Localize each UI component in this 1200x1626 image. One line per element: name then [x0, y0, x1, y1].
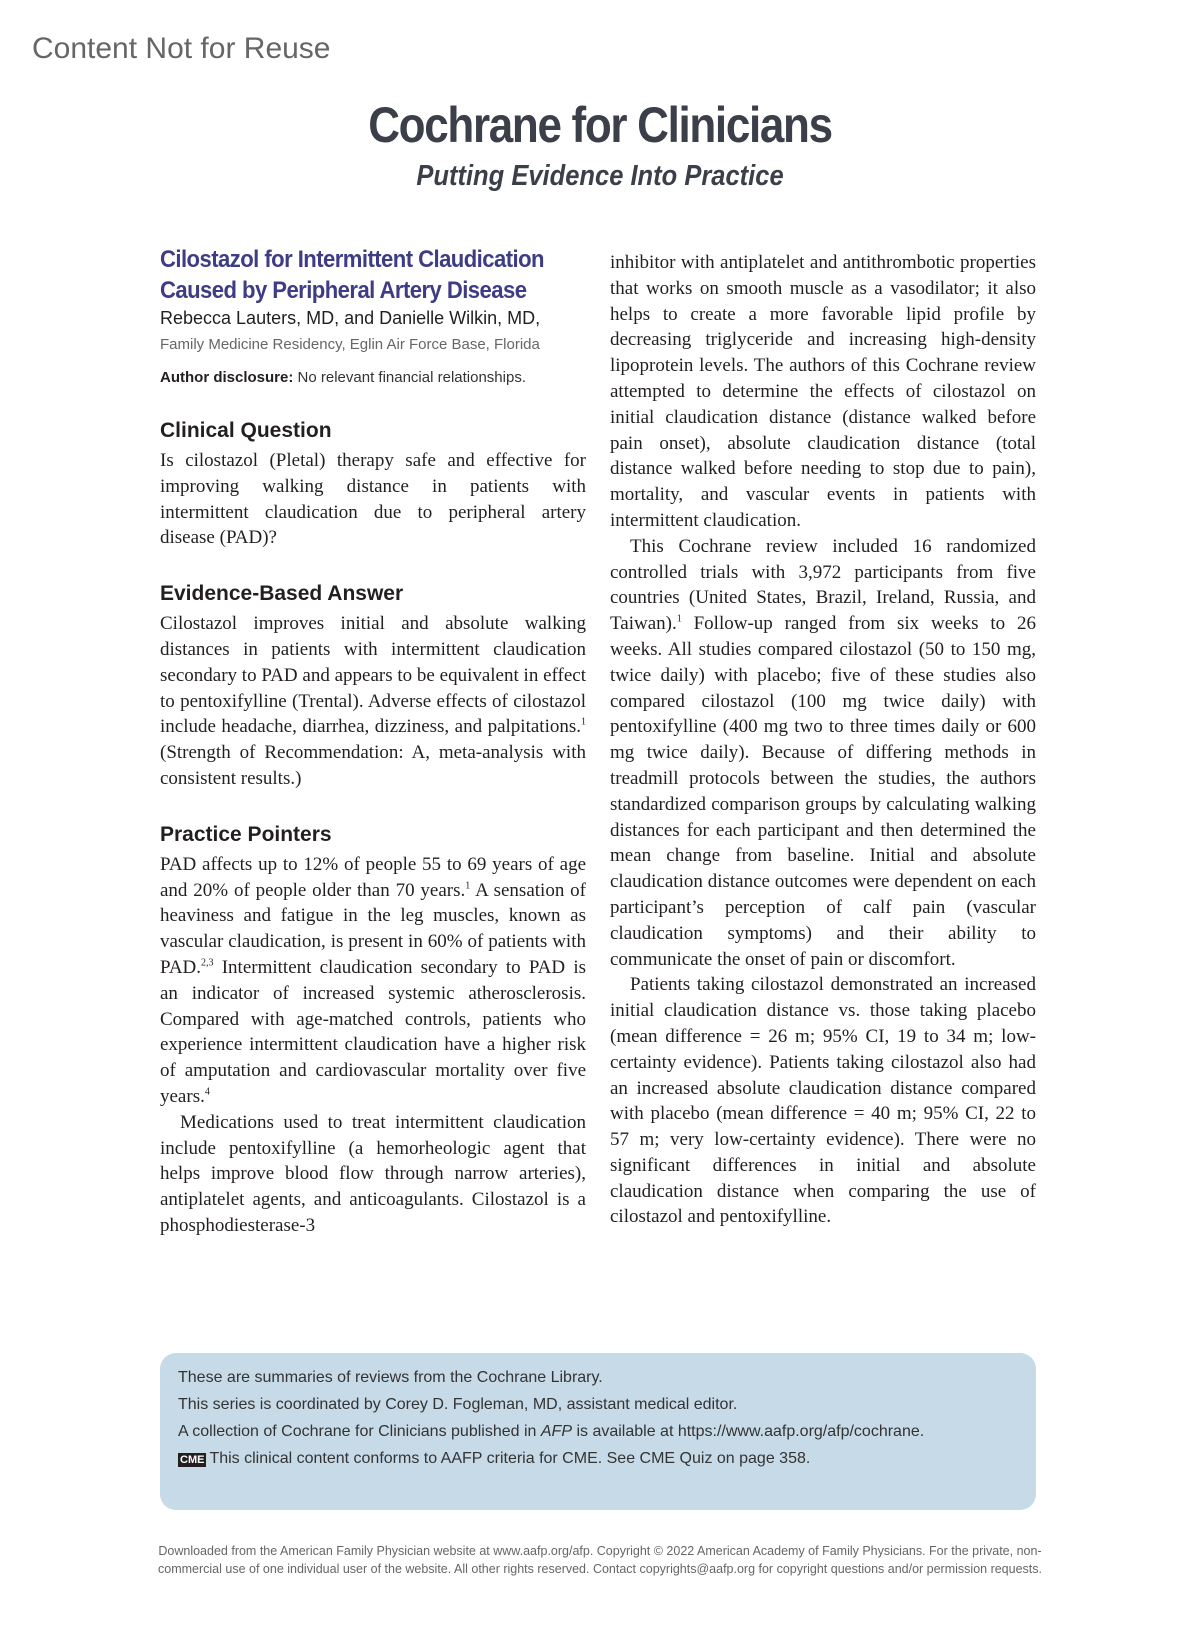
- author-disclosure: [160, 367, 586, 388]
- disclosure-text: No relevant financial relationships.: [297, 369, 526, 386]
- copyright-footer: [0, 1542, 1200, 1578]
- affiliation: Family Medicine Residency, Eglin Air Force Base, Florida: [160, 336, 540, 353]
- page-subtitle: Putting Evidence Into Practice: [416, 160, 784, 192]
- left-column: [160, 244, 586, 1239]
- text: Intermittent claudication secondary to PAD is an indicator of increased systemic atherosclerosis. Compared with age-matched controls, patients who experience intermittent claudication have a higher risk of amputation and cardiovascular mortality over five years.: [160, 956, 586, 1107]
- info-line: [178, 1421, 1018, 1442]
- text: This clinical content conforms to AAFP criteria for CME. See CME Quiz on page 358.: [209, 1450, 811, 1467]
- journal-name: AFP: [540, 1423, 572, 1440]
- text: is available at https://www.aafp.org/afp/cochrane.: [572, 1423, 925, 1440]
- citation: 1: [676, 613, 682, 625]
- heading-evidence-based-answer: Evidence-Based Answer: [160, 582, 404, 606]
- citation: 1: [465, 880, 471, 892]
- heading-clinical-question: Clinical Question: [160, 419, 332, 442]
- practice-pointers-p1: [160, 852, 586, 1110]
- disclosure-label: Author disclosure:: [160, 369, 294, 386]
- text: Follow-up ranged from six weeks to 26 weeks. All studies compared cilostazol (50 to 150 mg, twice daily) with placebo; five of these studies also compared cilostazol (100 mg twice daily) with pentoxifylline (400 mg two to three times daily or 600 mg twice daily). Because of differing methods in treadmill protocols between the studies, the authors standardized comparison groups by calculating walking distances for each participant and then determined the mean change from baseline. Initial and absolute claudication distance outcomes were dependent on each participant’s perception of calf pain (vascular claudication symptoms) and their ability to communicate the onset of pain or discomfort.: [610, 613, 1036, 970]
- citation: 2,3: [201, 957, 214, 969]
- citation: 1: [581, 717, 586, 729]
- info-box: [160, 1353, 1036, 1510]
- info-line: These are summaries of reviews from the Cochrane Library.: [178, 1369, 603, 1386]
- cme-badge: CME: [180, 1454, 205, 1466]
- authors: Rebecca Lauters, MD, and Danielle Wilkin, MD,: [160, 308, 541, 328]
- author-line: [160, 306, 586, 357]
- body-paragraph-3: Patients taking cilostazol demonstrated an increased initial claudication distance vs. those taking placebo (mean difference = 26 m; 95% CI, 19 to 34 m; low-certainty evidence). Patients taking cilostazol also had an increased absolute claudication distance compared with placebo (mean difference = 40 m; 95% CI, 22 to 57 m; very low-certainty evidence). There were no significant differences in initial and absolute claudication distance when comparing the use of cilostazol and pentoxifylline.: [610, 974, 1036, 1228]
- text: PAD affects up to 12% of people 55 to 69 years of age and 20% of people older than 70 years.: [160, 853, 586, 901]
- body-paragraph-1: inhibitor with antiplatelet and antithrombotic properties that works on smooth muscle as a vasodilator; it also helps to create a more favorable lipid profile by decreasing triglyceride and increasing high-density lipoprotein levels. The authors of this Cochrane review attempted to determine the effects of cilostazol on initial claudication distance (distance walked before pain onset), absolute claudication distance (total distance walked before needing to stop due to pain), mortality, and vascular events in patients with intermittent claudication.: [610, 252, 1036, 531]
- text: A collection of Cochrane for Clinicians published in: [178, 1423, 541, 1440]
- footer-line: commercial use of one individual user of the website. All other rights reserved. Contact copyrights@aafp.org for copyright questions and/or permission requests.: [158, 1562, 1042, 1576]
- practice-pointers-p2: Medications used to treat intermittent claudication include pentoxifylline (a hemorheologic agent that helps improve blood flow through narrow arteries), antiplatelet agents, and anticoagulants. Cilostazol is a phosphodiesterase-3: [160, 1111, 586, 1236]
- text: This Cochrane review included 16 randomized controlled trials with 3,972 participants from five countries (United States, Brazil, Ireland, Russia, and Taiwan).: [610, 535, 1036, 635]
- page-title: Cochrane for Clinicians: [368, 97, 832, 153]
- watermark: Content Not for Reuse: [32, 32, 331, 65]
- text: (Strength of Recommendation: A, meta-analysis with consistent results.): [160, 742, 586, 789]
- article-title: Cilostazol for Intermittent Claudication Caused by Peripheral Artery Disease: [160, 246, 544, 304]
- answer-text: [160, 611, 586, 792]
- body-paragraph-2: [610, 534, 1036, 973]
- footer-line: Downloaded from the American Family Physician website at www.aafp.org/afp. Copyright © 2022 American Academy of Family Physicians. For the private, non-: [158, 1544, 1042, 1558]
- text: Cilostazol improves initial and absolute walking distances in patients with intermittent claudication secondary to PAD and appears to be equivalent in effect to pentoxifylline (Trental). Adverse effects of cilostazol include headache, diarrhea, dizziness, and palpitations.: [160, 613, 586, 738]
- heading-practice-pointers: Practice Pointers: [160, 822, 332, 846]
- info-line-cme: [178, 1448, 1018, 1469]
- right-column: [610, 250, 1036, 1230]
- citation: 4: [204, 1086, 210, 1098]
- clinical-question-text: Is cilostazol (Pletal) therapy safe and effective for improving walking distance in patients with intermittent claudication due to peripheral artery disease (PAD)?: [160, 450, 586, 549]
- info-line: This series is coordinated by Corey D. Fogleman, MD, assistant medical editor.: [178, 1396, 738, 1413]
- text: A sensation of heaviness and fatigue in the leg muscles, known as vascular claudication, is present in 60% of patients with PAD.: [160, 879, 586, 978]
